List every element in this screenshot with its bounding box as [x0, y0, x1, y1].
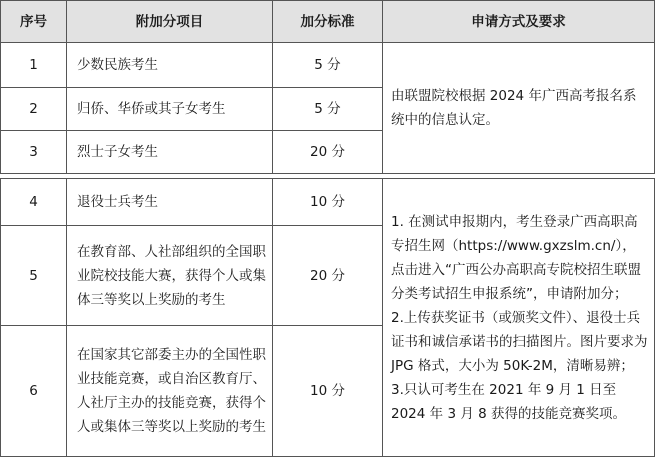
- row-index: 4: [1, 179, 67, 226]
- row-item: 退役士兵考生: [67, 179, 273, 226]
- row-index: 1: [1, 43, 67, 88]
- row-item: 在教育部、人社部组织的全国职业院校技能大赛，获得个人或集体三等奖以上奖励的考生: [67, 226, 273, 326]
- row-item: 少数民族考生: [67, 43, 273, 88]
- row-index: 3: [1, 131, 67, 174]
- row-index: 5: [1, 226, 67, 326]
- table-header-row: [1, 1, 655, 43]
- header-item: 附加分项目: [67, 1, 273, 43]
- requirement-line-2: 2.上传获奖证书（或颁奖文件）、退役士兵证书和诚信承诺书的扫描图片。图片要求为 JPG 格式，大小为 50K-2M，清晰易辨；: [391, 309, 648, 374]
- requirement-group-1: 由联盟院校根据 2024 年广西高考报名系统中的信息认定。: [383, 43, 655, 174]
- requirement-line-3: 3.只认可考生在 2021 年 9 月 1 日至 2024 年 3 月 8 获得的技能竞赛奖项。: [391, 381, 626, 422]
- table-row: [1, 179, 655, 226]
- row-item: 烈士子女考生: [67, 131, 273, 174]
- row-standard: 5 分: [273, 43, 383, 88]
- row-standard: 10 分: [273, 326, 383, 457]
- table-row: [1, 43, 655, 88]
- requirement-line-1: 1. 在测试申报期内，考生登录广西高职高专招生网（https://www.gxzslm.cn/），点击进入“广西公办高职高专院校招生联盟分类考试招生申报系统”，申请附加分；: [391, 213, 641, 302]
- row-standard: 10 分: [273, 179, 383, 226]
- row-index: 2: [1, 88, 67, 131]
- header-index: 序号: [1, 1, 67, 43]
- row-standard: 20 分: [273, 131, 383, 174]
- row-index: 6: [1, 326, 67, 457]
- requirement-group-2: [383, 179, 655, 457]
- row-standard: 5 分: [273, 88, 383, 131]
- header-standard: 加分标准: [273, 1, 383, 43]
- row-item: 在国家其它部委主办的全国性职业技能竞赛，或自治区教育厅、人社厅主办的技能竞赛，获得个人或集体三等奖以上奖励的考生: [67, 326, 273, 457]
- row-standard: 20 分: [273, 226, 383, 326]
- row-item: 归侨、华侨或其子女考生: [67, 88, 273, 131]
- header-requirement: 申请方式及要求: [383, 1, 655, 43]
